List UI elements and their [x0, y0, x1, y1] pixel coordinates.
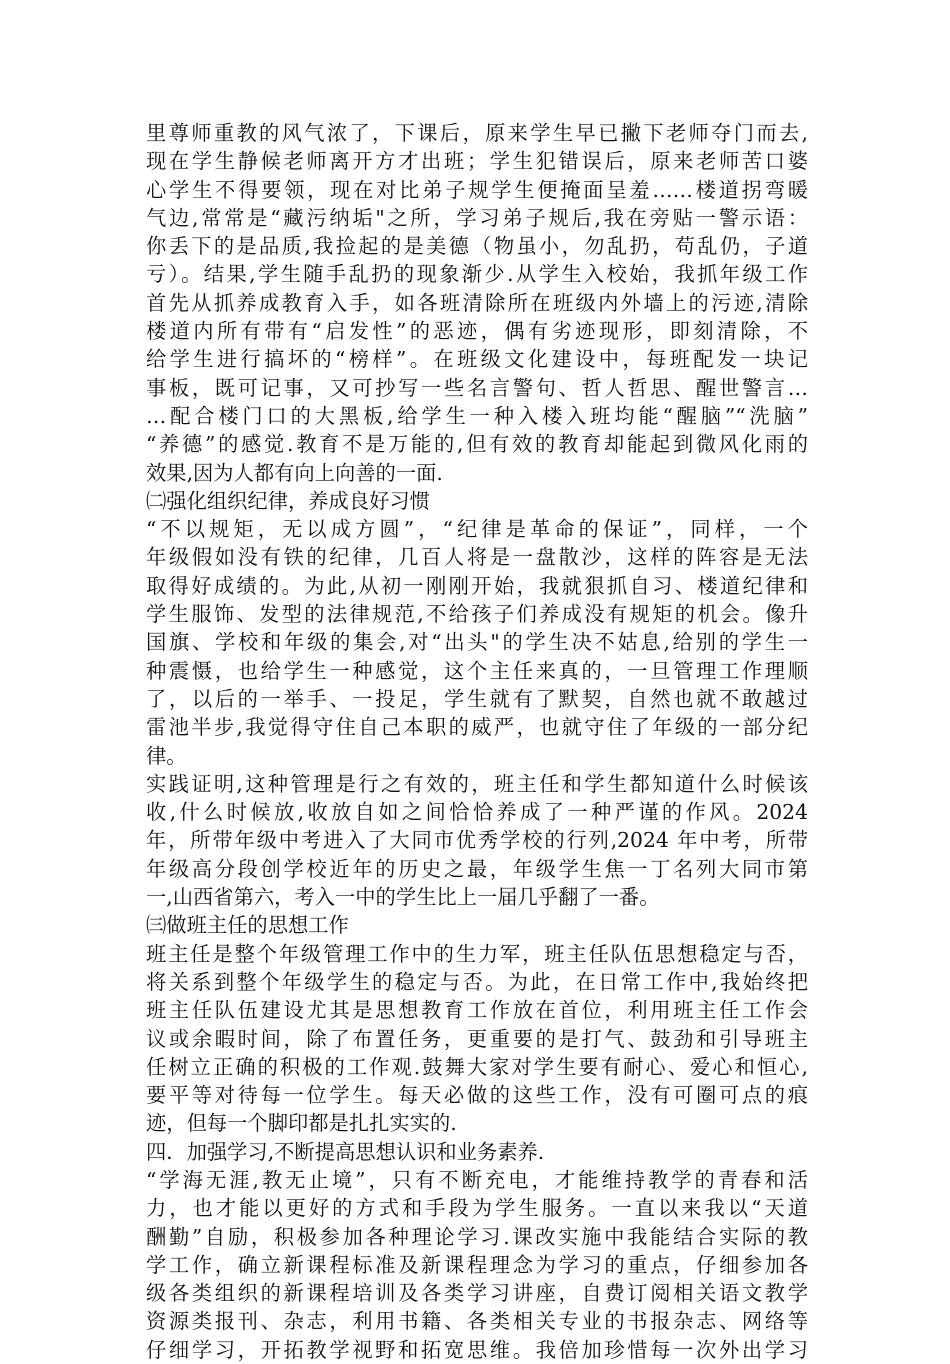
text-line: “不以规矩，无以成方圆”，“纪律是革命的保证”，同样，一个	[146, 517, 808, 542]
text-line: 首先从抓养成教育入手，如各班清除所在班级内外墙上的污迹,清除	[146, 290, 808, 315]
text-line: 议或余暇时间，除了布置任务，更重要的是打气、鼓劲和引导班主	[146, 1026, 808, 1051]
text-line: ㈡强化组织纪律，养成良好习惯	[146, 488, 430, 513]
text-line: 仔细学习，开拓教学视野和拓宽思维。我倍加珍惜每一次外出学习	[146, 1337, 808, 1362]
text-line: 雷池半步,我觉得守住自己本职的威严，也就守住了年级的一部分纪	[146, 715, 808, 740]
text-line: 取得好成绩的。为此,从初一刚刚开始，我就狠抓自习、楼道纪律和	[146, 573, 808, 598]
text-line: 学工作，确立新课程标准及新课程理念为学习的重点，仔细参加各	[146, 1252, 808, 1277]
text-line: 事板，既可记事，又可抄写一些名言警句、哲人哲思、醒世警言…	[146, 375, 808, 400]
document-body	[146, 119, 808, 1364]
text-line: 实践证明,这种管理是行之有效的，班主任和学生都知道什么时候该	[146, 771, 808, 796]
text-line: 收,什么时候放,收放自如之间恰恰养成了一种严谨的作风。2024	[146, 800, 808, 825]
text-line: ㈢做班主任的思想工作	[146, 913, 349, 938]
text-line: 四．加强学习,不断提高思想认识和业务素养.	[146, 1139, 545, 1164]
text-line: 年级假如没有铁的纪律，几百人将是一盘散沙，这样的阵容是无法	[146, 545, 808, 570]
text-line: 国旗、学校和年级的集会,对“出头"的学生决不姑息,给别的学生一	[146, 630, 808, 655]
text-line: 律。	[146, 743, 187, 768]
text-line: “学海无涯,教无止境”，只有不断充电，才能维持教学的青春和活	[146, 1167, 808, 1192]
text-line: 迹，但每一个脚印都是扎扎实实的.	[146, 1111, 457, 1136]
text-line: 资源类报刊、杂志，利用书籍、各类相关专业的书报杂志、网络等	[146, 1309, 808, 1334]
text-line: 给学生进行搞坏的“榜样”。在班级文化建设中，每班配发一块记	[146, 347, 808, 372]
text-line: 年级高分段创学校近年的历史之最，年级学生焦一丁名列大同市第	[146, 856, 808, 881]
text-line: 楼道内所有带有“启发性”的恶迹，偶有劣迹现形，即刻清除，不	[146, 319, 808, 344]
text-line: 效果,因为人都有向上向善的一面.	[146, 460, 443, 485]
text-line: 里尊师重教的风气浓了，下课后，原来学生早已撇下老师夺门而去,	[146, 121, 808, 145]
text-line: 气边,常常是“藏污纳垢"之所，学习弟子规后,我在旁贴一警示语：	[146, 205, 808, 230]
text-line: 亏）。结果,学生随手乱扔的现象渐少.从学生入校始，我抓年级工作	[146, 262, 808, 287]
text-line: 种震慑，也给学生一种感觉，这个主任来真的，一旦管理工作理顺	[146, 658, 808, 683]
text-line: 要平等对待每一位学生。每天必做的这些工作，没有可圈可点的痕	[146, 1083, 808, 1108]
text-line: 班主任是整个年级管理工作中的生力军，班主任队伍思想稳定与否，	[146, 941, 808, 966]
text-line: 力，也才能以更好的方式和手段为学生服务。一直以来我以“天道	[146, 1196, 808, 1221]
text-line: 学生服饰、发型的法律规范,不给孩子们养成没有规矩的机会。像升	[146, 602, 808, 627]
text-line: 年，所带年级中考进入了大同市优秀学校的行列,2024 年中考，所带	[146, 828, 808, 853]
text-line: 班主任队伍建设尤其是思想教育工作放在首位，利用班主任工作会	[146, 998, 808, 1023]
text-line: 级各类组织的新课程培训及各类学习讲座，自费订阅相关语文教学	[146, 1281, 808, 1306]
text-line: 现在学生静候老师离开方才出班；学生犯错误后，原来老师苦口婆	[146, 149, 808, 174]
text-line: 将关系到整个年级学生的稳定与否。为此，在日常工作中,我始终把	[146, 969, 808, 994]
text-line: 你丢下的是品质,我捡起的是美德（物虽小，勿乱扔，苟乱仍，子道	[146, 234, 808, 259]
text-line: 酬勤”自励，积极参加各种理论学习.课改实施中我能结合实际的教	[146, 1224, 808, 1249]
text-line: …配合楼门口的大黑板,给学生一种入楼入班均能“醒脑”“洗脑”	[146, 403, 808, 428]
text-line: 了，以后的一举手、一投足，学生就有了默契，自然也就不敢越过	[146, 686, 808, 711]
text-line: 心学生不得要领，现在对比弟子规学生便掩面呈羞……楼道拐弯暖	[146, 177, 808, 202]
text-line: 任树立正确的积极的工作观.鼓舞大家对学生要有耐心、爱心和恒心,	[146, 1054, 808, 1079]
text-line: “养德”的感觉.教育不是万能的,但有效的教育却能起到微风化雨的	[146, 432, 808, 457]
text-line: 一,山西省第六，考入一中的学生比上一届几乎翻了一番。	[146, 885, 660, 910]
